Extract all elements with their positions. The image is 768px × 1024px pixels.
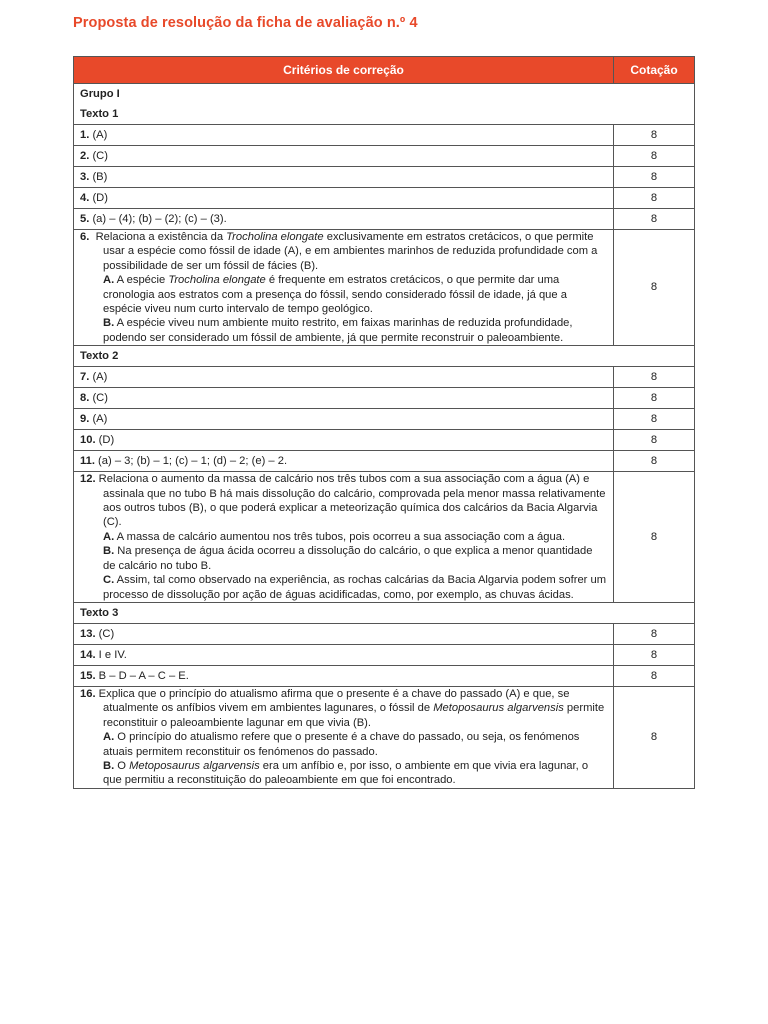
answer-cell: [74, 367, 614, 388]
answer-cell: [74, 209, 614, 230]
answer-cell: [74, 644, 614, 665]
answer-cell: [74, 623, 614, 644]
answer-cell: [74, 451, 614, 472]
answer-text: (a) – 3; (b) – 1; (c) – 1; (d) – 2; (e) – 2.: [98, 455, 288, 468]
table-row: [74, 125, 695, 146]
answer-text: (D): [98, 434, 115, 447]
answer-option-c: C. Assim, tal como observado na experiência, as rochas calcárias da Bacia Algarvia podem sofrer um processo de dissolução por ação de águas acidificadas, como, por exemplo, as chuvas ácidas.: [103, 574, 607, 601]
score-cell: 8: [614, 665, 695, 686]
table-row: [74, 167, 695, 188]
score-cell: 8: [614, 125, 695, 146]
answer-option-a: A. O princípio do atualismo refere que o presente é a chave do passado, ou seja, os fenómenos atuais permitem reconstituir os fenómenos do passado.: [103, 731, 580, 758]
question-number: 13.: [80, 627, 96, 640]
score-cell: 8: [614, 430, 695, 451]
table-row: [74, 409, 695, 430]
answer-cell: [74, 125, 614, 146]
table-row: [74, 430, 695, 451]
text-section-label: Texto 1: [74, 104, 695, 125]
question-number: 5.: [80, 212, 90, 225]
text-section-row: [74, 346, 695, 367]
score-cell: 8: [614, 367, 695, 388]
question-number: 16.: [80, 687, 96, 700]
page-title: Proposta de resolução da ficha de avaliação n.º 4: [73, 15, 418, 31]
answer-option-b: B. Na presença de água ácida ocorreu a dissolução do calcário, o que explica a menor quantidade de calcário no tubo B.: [103, 545, 593, 572]
group-label: Grupo I: [74, 84, 695, 105]
answer-option-a: A. A massa de calcário aumentou nos três tubos, pois ocorreu a sua associação com a água.: [103, 530, 566, 543]
question-number: 12.: [80, 473, 96, 486]
table-row: [74, 644, 695, 665]
answer-text: (A): [92, 371, 108, 384]
table-row: [74, 146, 695, 167]
score-cell: 8: [614, 644, 695, 665]
answer-text: (C): [92, 392, 108, 405]
table-row: [74, 188, 695, 209]
answer-cell: [74, 472, 614, 603]
question-number: 10.: [80, 434, 96, 447]
answer-text: (D): [92, 191, 108, 204]
score-cell: 8: [614, 209, 695, 230]
table-row: [74, 230, 695, 346]
question-number: 3.: [80, 170, 90, 183]
answer-option-b: B. A espécie viveu num ambiente muito restrito, em faixas marinhas de reduzida profundidade, podendo ser considerado um fóssil de ambiente, já que permite reconstruir o paleoambiente.: [103, 317, 573, 344]
answer-cell: [74, 167, 614, 188]
table-row: [74, 623, 695, 644]
score-cell: 8: [614, 623, 695, 644]
answer-option-a: A. A espécie Trocholina elongate é frequente em estratos cretácicos, o que permite dar uma cronologia aos estratos com a presença do fóssil, sendo considerado fóssil de idade, já que a espécie viveu num curto intervalo de tempo geológico.: [103, 274, 567, 316]
answer-text: B – D – A – C – E.: [98, 669, 189, 682]
question-number: 11.: [80, 455, 95, 468]
answer-text: (B): [92, 170, 108, 183]
text-section-row: [74, 104, 695, 125]
question-number: 14.: [80, 648, 96, 661]
answer-cell: [74, 230, 614, 346]
header-score: Cotação: [614, 57, 695, 84]
score-cell: 8: [614, 188, 695, 209]
score-cell: 8: [614, 388, 695, 409]
answer-text: (C): [92, 149, 108, 162]
group-row: [74, 84, 695, 105]
table-row: [74, 388, 695, 409]
table-row: [74, 367, 695, 388]
table-row: [74, 686, 695, 788]
table-row: [74, 472, 695, 603]
table-row: [74, 209, 695, 230]
answer-option-b: B. O Metoposaurus algarvensis era um anfíbio e, por isso, o ambiente em que vivia era lagunar, o que permitiu a reconstituição do paleoambiente em que foi encontrado.: [103, 759, 589, 787]
answer-cell: [74, 665, 614, 686]
answer-text: I e IV.: [98, 648, 127, 661]
table-row: [74, 451, 695, 472]
answer-text: (A): [92, 128, 108, 141]
answer-intro: 16. Explica que o princípio do atualismo afirma que o presente é a chave do passado (A) e que, se atualmente os anfíbios vivem em ambientes lagunares, o fóssil de Metoposaurus algarvensis permite reconstituir o paleoambiente lagunar em que vivia (B).: [80, 687, 605, 729]
score-cell: 8: [614, 472, 695, 603]
answer-cell: [74, 409, 614, 430]
answer-text: (A): [92, 413, 108, 426]
question-number: 8.: [80, 392, 90, 405]
score-cell: 8: [614, 146, 695, 167]
table-header-row: [74, 57, 695, 84]
answer-cell: [74, 188, 614, 209]
score-cell: 8: [614, 167, 695, 188]
question-number: 15.: [80, 669, 96, 682]
score-cell: 8: [614, 451, 695, 472]
answer-intro: 12. Relaciona o aumento da massa de calcário nos três tubos com a sua associação com a água (A) e assinala que no tubo B há mais dissolução do calcário, comprovada pela menor massa relativamente aos outros tubos (B), o que poderá explicar a meteorização química dos calcários da Bacia Algarvia (C).: [80, 473, 606, 529]
answer-cell: [74, 146, 614, 167]
answer-cell: [74, 388, 614, 409]
answer-text: (C): [98, 627, 115, 640]
answer-cell: [74, 430, 614, 451]
question-number: 9.: [80, 413, 90, 426]
score-cell: 8: [614, 686, 695, 788]
text-section-label: Texto 3: [74, 602, 695, 623]
question-number: 1.: [80, 128, 90, 141]
answer-text: (a) – (4); (b) – (2); (c) – (3).: [92, 212, 227, 225]
text-section-label: Texto 2: [74, 346, 695, 367]
score-cell: 8: [614, 230, 695, 346]
question-number: 6.: [80, 231, 90, 243]
answer-intro: 6. Relaciona a existência da Trocholina elongate exclusivamente em estratos cretácicos, o que permite usar a espécie como fóssil de idade (A), e em ambientes marinhos de reduzida profundidade com a possibilidade de ser um fóssil de fácies (B).: [80, 231, 598, 272]
criteria-table: [73, 56, 695, 789]
header-criteria: Critérios de correção: [74, 57, 614, 84]
question-number: 7.: [80, 371, 90, 384]
question-number: 2.: [80, 149, 90, 162]
answer-cell: [74, 686, 614, 788]
score-cell: 8: [614, 409, 695, 430]
text-section-row: [74, 602, 695, 623]
question-number: 4.: [80, 191, 90, 204]
table-row: [74, 665, 695, 686]
